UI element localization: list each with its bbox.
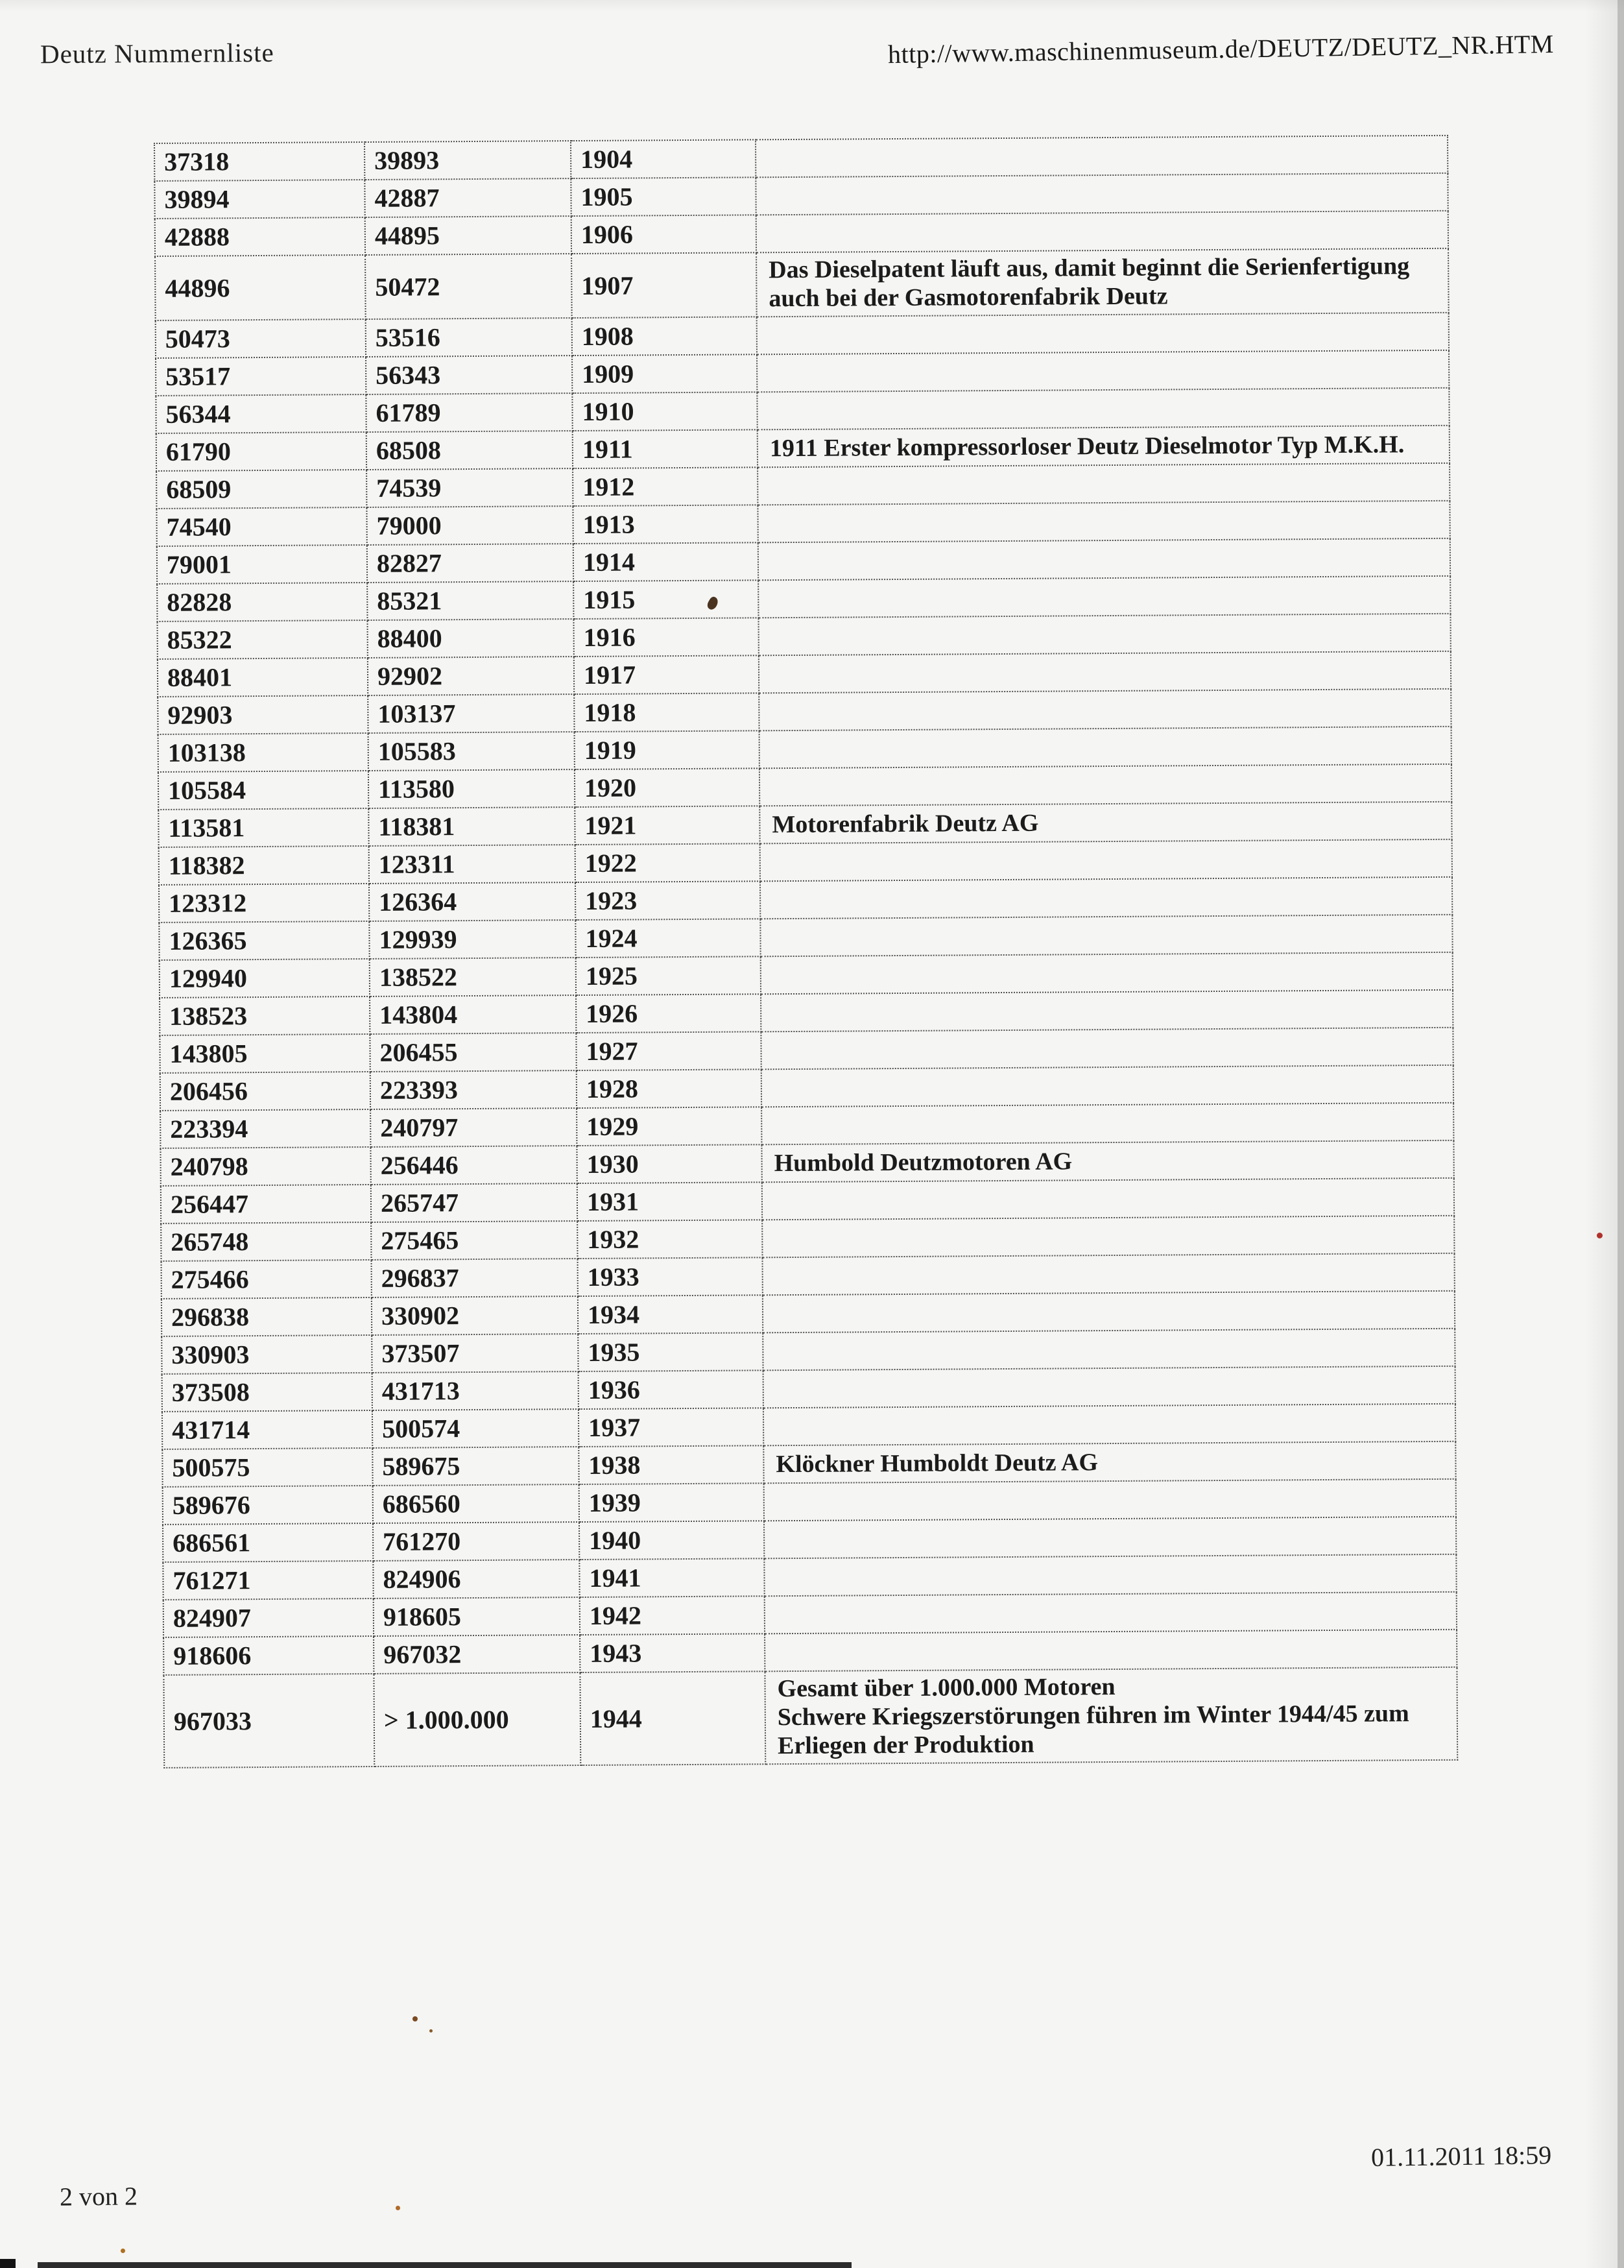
note-cell [759,651,1451,694]
year-cell: 1917 [574,656,759,695]
serial-from-cell: 223394 [160,1109,370,1148]
year-cell: 1934 [578,1296,763,1334]
year-cell: 1936 [579,1371,763,1410]
serial-to-cell: 53516 [366,318,572,357]
serial-to-cell: 126364 [369,882,575,921]
note-cell [763,1253,1455,1296]
note-cell [757,350,1449,392]
serial-from-cell: 138523 [160,996,370,1035]
serial-from-cell: 256447 [161,1185,371,1224]
serial-to-cell: 118381 [368,807,575,846]
year-cell: 1928 [577,1070,761,1109]
year-cell: 1927 [576,1032,761,1071]
paper-speck [412,2016,418,2021]
serial-to-cell: 824906 [373,1560,579,1598]
note-cell: Das Dieselpatent läuft aus, damit beginnt die Serienfertigung auch bei der Gasmotorenfabrik Deutz [756,248,1449,317]
serial-from-cell: 68509 [156,470,366,509]
year-cell: 1920 [575,769,759,808]
note-cell [764,1479,1456,1521]
serial-to-cell: 256446 [370,1146,577,1185]
year-cell: 1916 [573,618,758,657]
print-timestamp: 01.11.2011 18:59 [1370,2140,1552,2172]
serial-to-cell: 223393 [370,1070,577,1109]
serial-from-cell: 129940 [160,959,370,998]
note-cell [761,1065,1453,1107]
year-cell: 1918 [574,694,759,732]
serial-to-cell: 373507 [372,1334,578,1373]
serial-from-cell: 240798 [160,1147,370,1186]
serial-to-cell: 500574 [372,1409,579,1448]
year-cell: 1911 [573,430,758,469]
serial-from-cell: 39894 [154,180,364,219]
year-cell: 1943 [580,1634,765,1673]
serial-from-cell: 37318 [154,142,364,181]
serial-from-cell: 589676 [163,1486,373,1525]
year-cell: 1930 [577,1145,761,1184]
year-cell: 1913 [573,505,758,544]
table-row [163,1667,1457,1768]
year-cell: 1924 [575,919,760,958]
serial-from-cell: 42888 [155,217,365,256]
serial-to-cell: 105583 [368,732,575,771]
serial-to-cell: 967032 [374,1635,580,1674]
serial-from-cell: 761271 [163,1561,373,1600]
note-cell [761,952,1453,995]
serial-from-cell: 61790 [156,432,366,471]
year-cell: 1909 [572,355,757,394]
note-cell [759,727,1451,769]
note-cell [759,689,1451,731]
year-cell: 1907 [571,252,757,318]
year-cell: 1906 [571,215,756,254]
serial-from-cell: 824907 [163,1598,374,1637]
paper-speck [396,2206,400,2210]
note-cell [756,211,1448,253]
year-cell: 1932 [577,1220,762,1259]
note-cell [756,173,1448,215]
paper-speck [1597,1233,1603,1238]
serial-to-cell: 143804 [370,995,576,1034]
source-url-text: http://www.maschinenmuseum.de/DEUTZ/DEUTZ_NR.HTM [887,29,1555,69]
note-cell [759,764,1451,806]
serial-to-cell: 761270 [373,1522,579,1561]
serial-to-cell: 74539 [366,468,573,507]
note-cell [763,1404,1455,1446]
serial-to-cell: 39893 [364,141,571,180]
serial-to-cell: 79000 [366,506,573,545]
note-cell [761,1103,1453,1145]
serial-to-cell: 92902 [368,657,574,695]
serial-to-cell: 123311 [369,845,575,884]
year-cell: 1908 [572,317,757,356]
serial-from-cell: 103138 [158,733,368,772]
serial-from-cell: 53517 [156,357,366,396]
note-cell [758,463,1450,505]
year-cell: 1905 [571,177,756,216]
note-cell [764,1517,1456,1559]
note-cell [764,1554,1456,1597]
note-cell [758,538,1450,581]
serial-to-cell: 918605 [374,1597,580,1636]
serial-from-cell: 56344 [156,394,366,433]
serial-to-cell: > 1.000.000 [374,1672,580,1767]
serial-from-cell: 82828 [157,583,367,621]
note-cell: 1911 Erster kompressorloser Deutz Dieselmotor Typ M.K.H. [758,426,1450,468]
scan-edge-artifact [0,2259,16,2268]
serial-from-cell: 431714 [162,1410,372,1449]
note-cell [756,136,1448,178]
serial-from-cell: 50473 [156,319,366,358]
year-cell: 1940 [579,1521,764,1560]
serial-to-cell: 50472 [365,254,572,319]
serial-to-cell: 138522 [370,958,576,996]
serial-to-cell: 68508 [366,431,573,470]
year-cell: 1922 [575,844,760,883]
serial-from-cell: 123312 [159,884,369,923]
note-cell: Motorenfabrik Deutz AG [759,802,1451,844]
table-row [155,248,1449,321]
serial-to-cell: 265747 [371,1183,577,1222]
serial-to-cell: 275465 [371,1221,577,1260]
year-cell: 1919 [575,731,759,770]
serial-to-cell: 686560 [373,1484,579,1523]
serial-to-cell: 113580 [368,769,575,808]
year-cell: 1921 [575,806,759,845]
serial-to-cell: 61789 [366,393,572,432]
serial-from-cell: 143805 [160,1034,370,1073]
serial-to-cell: 56343 [366,356,572,394]
serial-to-cell: 330902 [372,1296,578,1335]
serial-to-cell: 42887 [364,178,571,217]
serial-from-cell: 88401 [158,658,368,697]
serial-to-cell: 103137 [368,694,574,733]
year-cell: 1923 [575,882,760,921]
paper-speck [121,2249,125,2253]
year-cell: 1910 [572,392,757,431]
serial-from-cell: 74540 [156,507,366,546]
note-cell [763,1329,1455,1371]
note-cell [765,1592,1457,1634]
serial-from-cell: 500575 [162,1448,372,1487]
year-cell: 1926 [576,995,761,1033]
serial-from-cell: 373508 [162,1373,372,1412]
serial-from-cell: 330903 [161,1335,372,1374]
serial-from-cell: 265748 [161,1222,371,1261]
year-cell: 1941 [579,1559,764,1598]
serial-from-cell: 686561 [163,1523,373,1562]
note-cell [758,614,1450,656]
year-cell: 1925 [576,957,761,996]
serial-from-cell: 967033 [163,1674,374,1768]
serial-from-cell: 44896 [155,255,366,320]
note-cell [760,877,1452,919]
serial-to-cell: 206455 [370,1033,576,1072]
scan-edge-shadow [1618,0,1624,2268]
serial-from-cell: 113581 [158,808,368,847]
serial-from-cell: 206456 [160,1072,370,1111]
serial-from-cell: 118382 [159,846,369,885]
note-cell [757,313,1449,355]
year-cell: 1914 [573,543,758,582]
serial-from-cell: 105584 [158,771,368,810]
note-cell [762,1178,1454,1220]
serial-to-cell: 589675 [372,1447,579,1486]
note-cell [762,1216,1454,1258]
serial-to-cell: 44895 [365,216,571,255]
serial-from-cell: 275466 [161,1260,372,1299]
year-cell: 1944 [580,1672,765,1766]
paper-speck [429,2029,433,2033]
year-cell: 1933 [578,1258,763,1297]
serial-from-cell: 79001 [157,545,367,584]
serial-from-cell: 296838 [161,1297,372,1336]
page-title: Deutz Nummernliste [40,37,274,69]
serial-from-cell: 126365 [159,921,369,960]
note-cell [763,1291,1455,1333]
year-cell: 1939 [579,1484,764,1523]
serial-number-table [154,135,1458,1769]
note-cell: Klöckner Humboldt Deutz AG [763,1442,1455,1484]
year-cell: 1938 [579,1446,763,1485]
serial-to-cell: 129939 [369,920,575,959]
note-cell [761,1028,1453,1070]
note-cell: Humbold Deutzmotoren AG [761,1140,1453,1183]
serial-to-cell: 88400 [368,619,574,658]
note-cell [760,915,1452,957]
serial-to-cell: 431713 [372,1371,579,1410]
serial-to-cell: 85321 [367,581,573,620]
note-cell [760,839,1452,882]
year-cell: 1915 [573,581,758,620]
serial-from-cell: 92903 [158,695,368,734]
year-cell: 1904 [571,139,756,178]
serial-from-cell: 918606 [163,1636,374,1675]
note-cell [758,501,1450,543]
page-number: 2 von 2 [59,2181,138,2212]
serial-to-cell: 82827 [367,544,573,583]
serial-to-cell: 240797 [370,1108,577,1147]
serial-to-cell: 296837 [372,1259,578,1297]
year-cell: 1937 [579,1408,763,1447]
serial-from-cell: 85322 [158,620,368,659]
note-cell [765,1630,1457,1672]
scan-edge-artifact [38,2262,852,2268]
year-cell: 1912 [573,468,758,507]
year-cell: 1935 [578,1333,763,1372]
note-cell: Gesamt über 1.000.000 Motoren Schwere Kriegszerstörungen führen im Winter 1944/45 zum Erliegen der Produktion [765,1667,1457,1765]
year-cell: 1931 [577,1183,762,1222]
note-cell [763,1366,1455,1408]
serial-table-body [154,136,1457,1768]
note-cell [758,576,1450,618]
year-cell: 1929 [577,1107,761,1146]
year-cell: 1942 [580,1597,765,1635]
note-cell [757,388,1449,430]
note-cell [761,990,1453,1032]
